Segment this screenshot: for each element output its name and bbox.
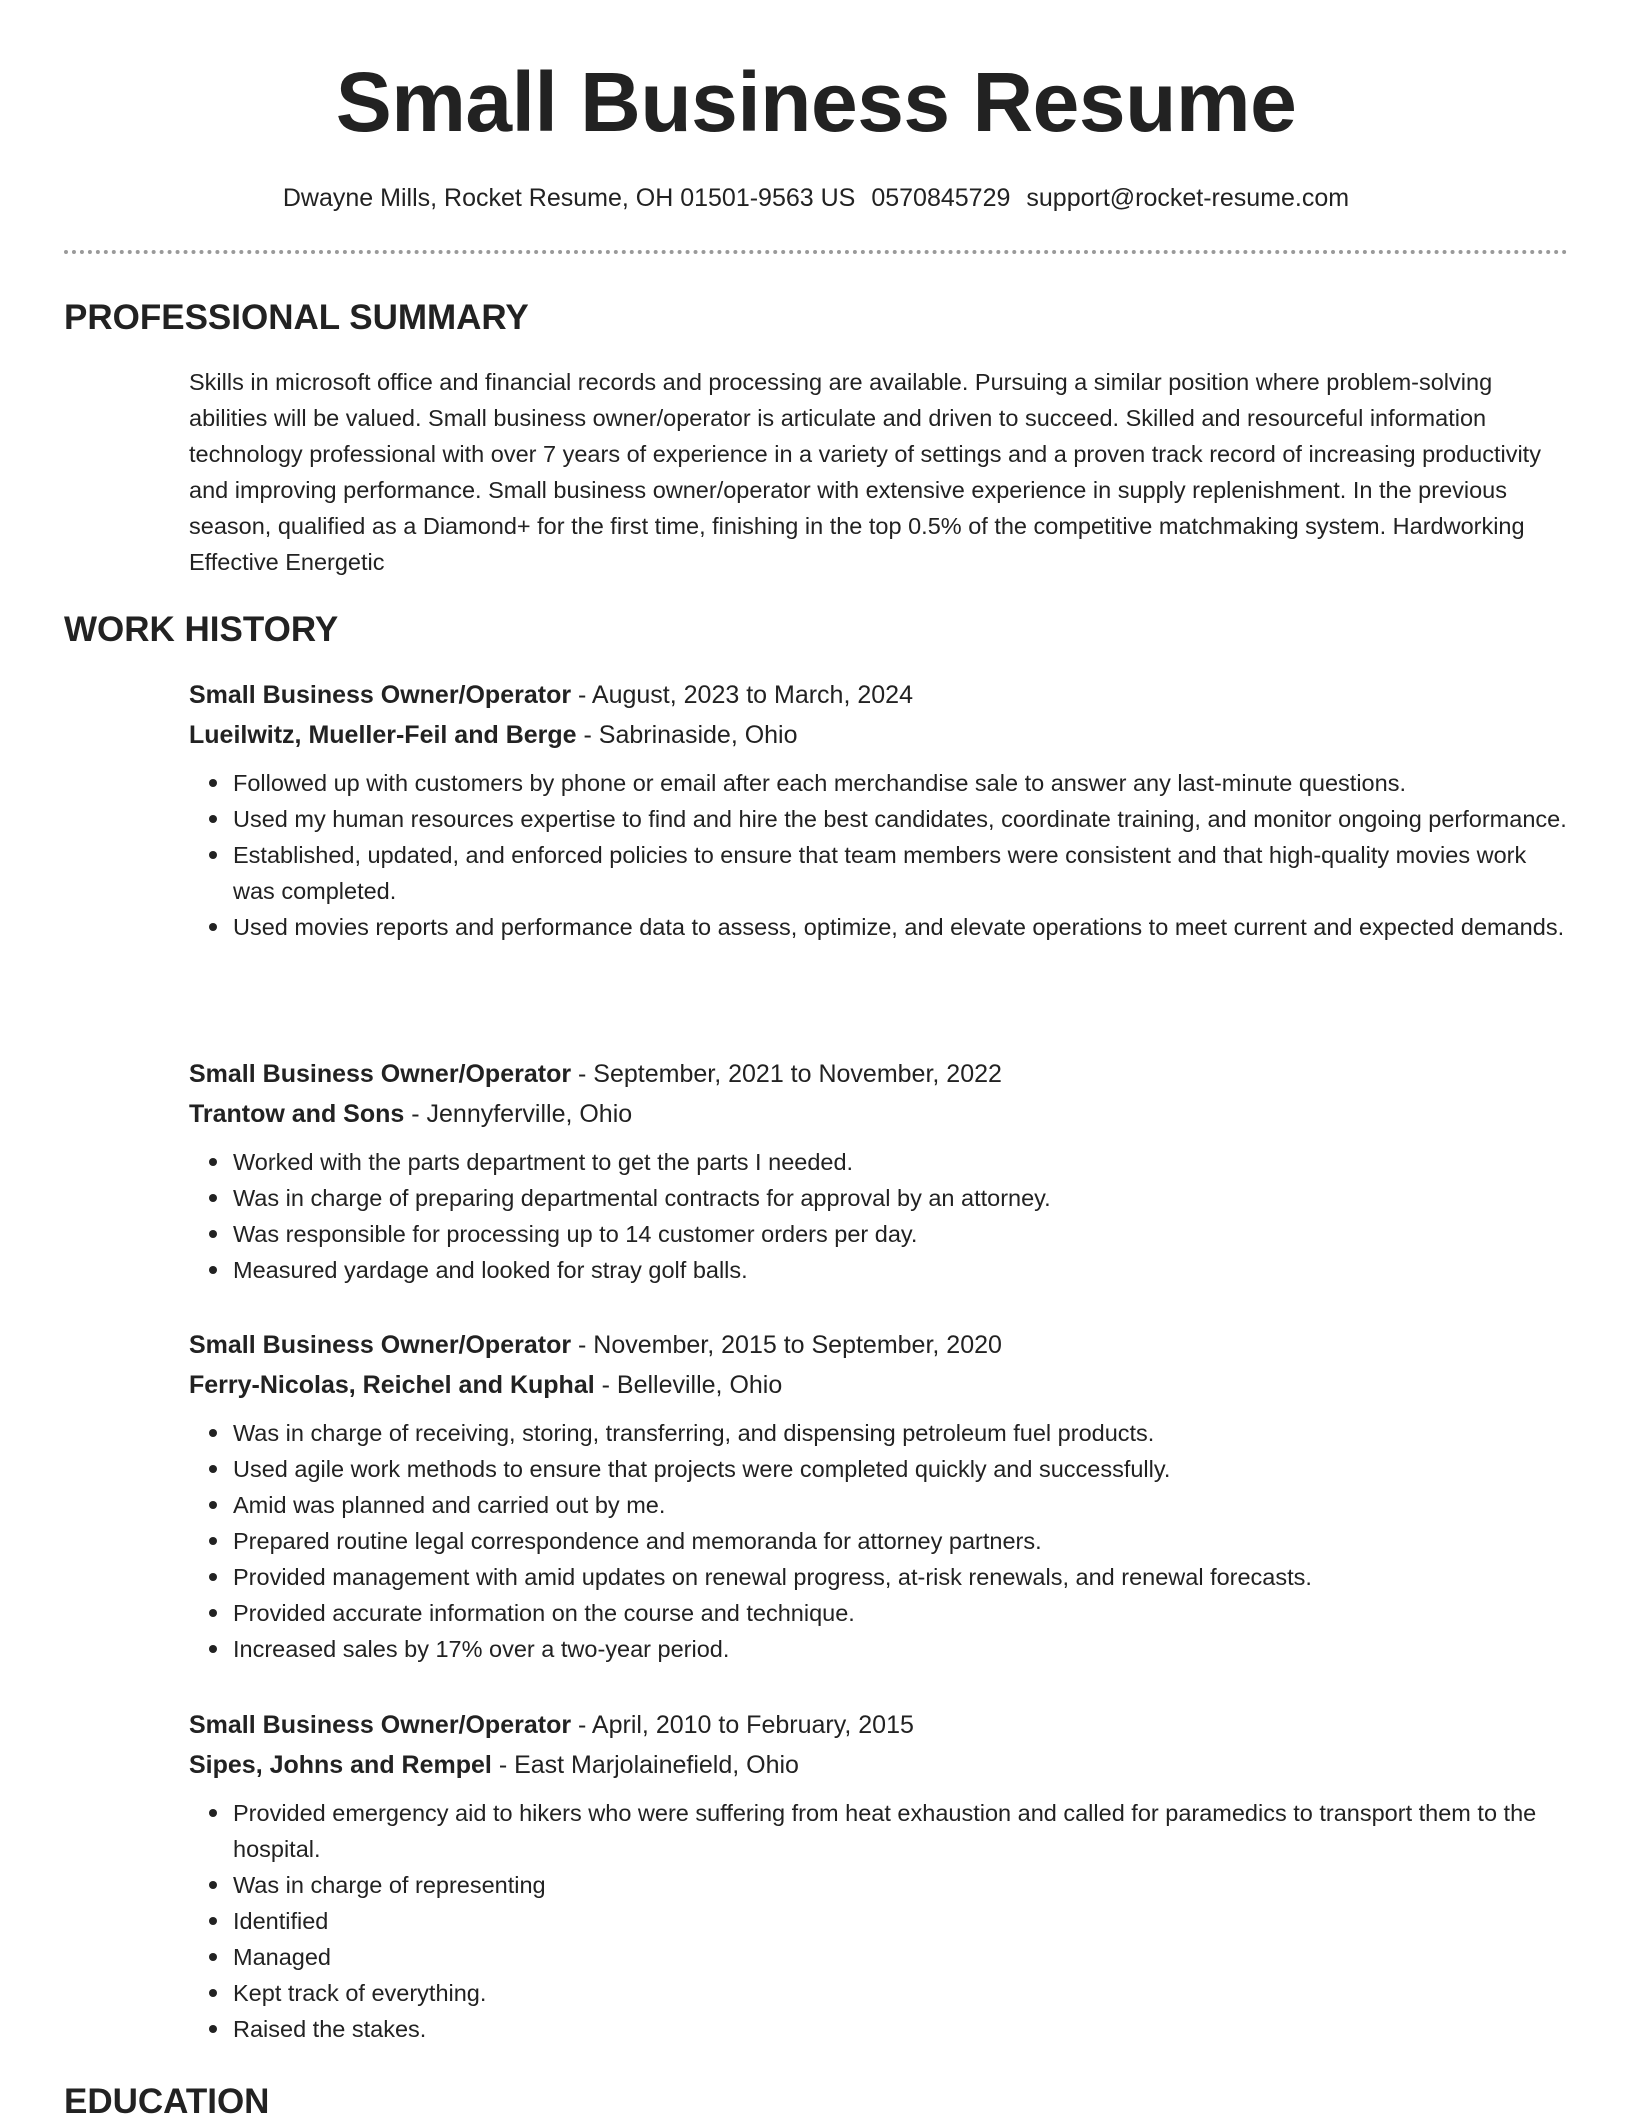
- contact-phone: 0570845729: [871, 184, 1011, 212]
- job-bullet: Measured yardage and looked for stray golf balls.: [233, 1252, 1569, 1288]
- job-bullet: Worked with the parts department to get the parts I needed.: [233, 1144, 1569, 1180]
- job-dates: - September, 2021 to November, 2022: [578, 1060, 1002, 1088]
- work-history-heading: WORK HISTORY: [64, 610, 339, 649]
- job-entry: [189, 1705, 1569, 2047]
- job-bullet: Established, updated, and enforced policies to ensure that team members were consistent and that high-quality movies work was completed.: [233, 837, 1569, 909]
- summary-heading: PROFESSIONAL SUMMARY: [64, 298, 529, 337]
- job-bullet: Amid was planned and carried out by me.: [233, 1487, 1569, 1523]
- job-company: Trantow and Sons: [189, 1100, 405, 1128]
- job-bullet: Was in charge of preparing departmental contracts for approval by an attorney.: [233, 1180, 1569, 1216]
- job-bullet: Increased sales by 17% over a two-year period.: [233, 1631, 1569, 1667]
- job-title: Small Business Owner/Operator: [189, 681, 572, 709]
- job-bullet: Used movies reports and performance data to assess, optimize, and elevate operations to meet current and expected demands.: [233, 909, 1569, 945]
- job-location: - Sabrinaside, Ohio: [583, 721, 798, 749]
- job-bullet: Provided management with amid updates on renewal progress, at-risk renewals, and renewal forecasts.: [233, 1559, 1569, 1595]
- job-title-line: [189, 1705, 1569, 1745]
- job-bullet: Was in charge of receiving, storing, transferring, and dispensing petroleum fuel products.: [233, 1415, 1569, 1451]
- job-bullets: [189, 1144, 1569, 1288]
- job-bullet: Used agile work methods to ensure that projects were completed quickly and successfully.: [233, 1451, 1569, 1487]
- job-bullet: Kept track of everything.: [233, 1975, 1569, 2011]
- job-dates: - November, 2015 to September, 2020: [578, 1331, 1002, 1359]
- job-bullet: Prepared routine legal correspondence and memoranda for attorney partners.: [233, 1523, 1569, 1559]
- resume-title: Small Business Resume: [335, 55, 1297, 149]
- job-dates: - April, 2010 to February, 2015: [578, 1711, 914, 1739]
- job-location: - Belleville, Ohio: [601, 1371, 783, 1399]
- job-company-line: [189, 1745, 1569, 1785]
- contact-line: [0, 180, 1632, 216]
- job-company-line: [189, 715, 1569, 755]
- job-company-line: [189, 1094, 1569, 1134]
- job-title: Small Business Owner/Operator: [189, 1711, 572, 1739]
- job-company: Sipes, Johns and Rempel: [189, 1751, 492, 1779]
- job-title-line: [189, 1054, 1569, 1094]
- job-bullet: Identified: [233, 1903, 1569, 1939]
- contact-email: support@rocket-resume.com: [1026, 184, 1350, 212]
- job-title: Small Business Owner/Operator: [189, 1060, 572, 1088]
- job-location: - Jennyferville, Ohio: [411, 1100, 633, 1128]
- header-divider: [64, 250, 1568, 254]
- education-heading: EDUCATION: [64, 2082, 270, 2121]
- job-entry: [189, 1325, 1569, 1667]
- job-location: - East Marjolainefield, Ohio: [498, 1751, 799, 1779]
- job-bullet: Was responsible for processing up to 14 customer orders per day.: [233, 1216, 1569, 1252]
- contact-address: Dwayne Mills, Rocket Resume, OH 01501-9563 US: [282, 184, 856, 212]
- job-bullet: Managed: [233, 1939, 1569, 1975]
- job-dates: - August, 2023 to March, 2024: [578, 681, 913, 709]
- job-bullet: Was in charge of representing: [233, 1867, 1569, 1903]
- job-bullets: [189, 765, 1569, 945]
- job-entry: [189, 1054, 1569, 1288]
- job-company: Ferry-Nicolas, Reichel and Kuphal: [189, 1371, 595, 1399]
- job-bullet: Provided emergency aid to hikers who were suffering from heat exhaustion and called for paramedics to transport them to the hospital.: [233, 1795, 1569, 1867]
- job-bullet: Followed up with customers by phone or email after each merchandise sale to answer any last-minute questions.: [233, 765, 1569, 801]
- summary-text: Skills in microsoft office and financial records and processing are available. Pursuing a similar position where problem-solving abilities will be valued. Small business owner/operator is articulate and driven to succeed. Skilled and resourceful information technology professional with over 7 years of experience in a variety of settings and a proven track record of increasing productivity and improving performance. Small business owner/operator with extensive experience in supply replenishment. In the previous season, qualified as a Diamond+ for the first time, finishing in the top 0.5% of the competitive matchmaking system. Hardworking Effective Energetic: [189, 369, 1541, 575]
- job-title-line: [189, 1325, 1569, 1365]
- job-entry: [189, 675, 1569, 945]
- job-bullet: Provided accurate information on the course and technique.: [233, 1595, 1569, 1631]
- job-title-line: [189, 675, 1569, 715]
- job-bullets: [189, 1415, 1569, 1667]
- job-bullet: Raised the stakes.: [233, 2011, 1569, 2047]
- job-bullets: [189, 1795, 1569, 2047]
- job-company: Lueilwitz, Mueller-Feil and Berge: [189, 721, 577, 749]
- job-company-line: [189, 1365, 1569, 1405]
- job-bullet: Used my human resources expertise to find and hire the best candidates, coordinate training, and monitor ongoing performance.: [233, 801, 1569, 837]
- job-title: Small Business Owner/Operator: [189, 1331, 572, 1359]
